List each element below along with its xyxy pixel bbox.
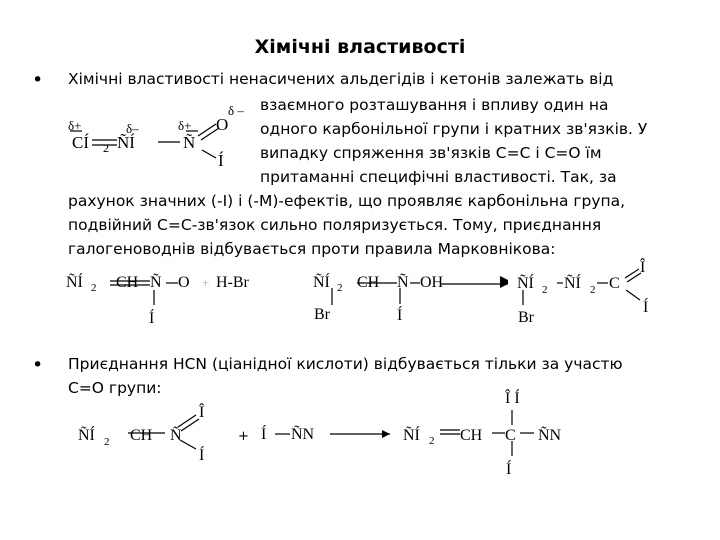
paragraph-1-line-3: одного карбонільної групи і кратних зв'язків. У [260, 120, 648, 138]
f3-r-ch2: ÑÍ [78, 427, 95, 444]
paragraph-1-line-8: галогеноводнів відбувається проти правила Марковнікова: [68, 240, 556, 258]
f2-i-oh: OH [420, 274, 444, 291]
f2-r-c: Ñ [150, 274, 162, 291]
f3-r-sub: 2 [104, 436, 110, 448]
f2-hbr: H-Br [216, 274, 249, 291]
f2-r-h: Í [149, 310, 155, 327]
bullet-1: • [32, 69, 44, 91]
f2-p-br: Br [518, 309, 534, 326]
f2-i-ch2: ÑÍ [313, 274, 330, 291]
f3-r-ch: CH [130, 427, 153, 444]
f2-i-c: Ñ [397, 274, 409, 291]
f1-sub2: 2 [103, 141, 109, 155]
f2-plus: + [202, 275, 210, 290]
paragraph-2-line-1: Приєднання HCN (ціанідної кислоти) відбувається тільки за участю [68, 355, 623, 373]
paragraph-2-line-2: С=О групи: [68, 379, 162, 397]
arrow-head-2 [382, 430, 390, 438]
paragraph-1-line-7: подвійний С=С-зв'язок сильно поляризується. Тому, приєднання [68, 216, 602, 234]
f3-hcn-cn: ÑN [291, 426, 315, 443]
f3-r-o: Î [199, 404, 205, 421]
f2-i-sub: 2 [337, 282, 343, 294]
f3-p-cn: ÑN [538, 427, 562, 444]
delta-plus-2: δ+ [178, 118, 192, 133]
f3-p-oh: Î Í [505, 390, 520, 407]
f2-p-ch2b: ÑÍ [564, 275, 581, 292]
f1-o: O [216, 115, 229, 134]
f3-p-h: Í [506, 461, 512, 478]
f2-p-ch2: ÑÍ [517, 275, 534, 292]
f1-c: Ñ [183, 133, 196, 152]
f2-p-h: Í [643, 299, 649, 316]
f2-r-ch2: ÑÍ [66, 274, 83, 291]
delta-plus-1: δ+ [68, 118, 82, 133]
f3-p-ch2: ÑÍ [403, 427, 420, 444]
f2-i-br: Br [314, 306, 330, 323]
f3-p-c: C [505, 427, 516, 444]
paragraph-1-line-1: Хімічні властивості ненасичених альдегідів і кетонів залежать від [68, 70, 614, 88]
f3-r-h: Í [199, 447, 205, 464]
f1-h: Í [218, 151, 224, 170]
f3-hcn-h: Í [261, 426, 267, 443]
f3-r-c: Ñ [170, 427, 182, 444]
delta-minus-2: δ – [228, 103, 244, 118]
f2-p-o: Î [640, 259, 646, 276]
f2-r-ch: CH [116, 274, 139, 291]
f2-p-sub2: 2 [590, 284, 596, 296]
f2-r-sub: 2 [91, 282, 97, 294]
f3-p-ch: CH [460, 427, 483, 444]
f2-i-ch: CH [357, 274, 380, 291]
f3-plus: + [238, 429, 249, 444]
paragraph-1-line-2: взаємного розташування і впливу один на [260, 96, 609, 114]
paragraph-1-line-4: випадку спряження зв'язків С=С і С=О їм [260, 144, 602, 162]
f2-p-sub1: 2 [542, 284, 548, 296]
bullet-2: • [32, 354, 44, 376]
delta-minus-1: δ– [126, 121, 139, 136]
f2-i-h: Í [397, 307, 403, 324]
arrow-head-1 [500, 276, 508, 288]
paragraph-1-line-6: рахунок значних (-І) і (-М)-ефектів, що проявляє карбонільна група, [68, 192, 626, 210]
f3-p-sub: 2 [429, 435, 435, 447]
f2-p-c: C [609, 275, 620, 292]
page-title: Хімічні властивості [254, 36, 466, 58]
f2-r-o: O [178, 274, 190, 291]
f1-ch2: CÍ [72, 133, 89, 152]
paragraph-1-line-5: притаманні специфічні властивості. Так, за [260, 168, 617, 186]
f1-ch: ÑÍ [117, 133, 135, 152]
